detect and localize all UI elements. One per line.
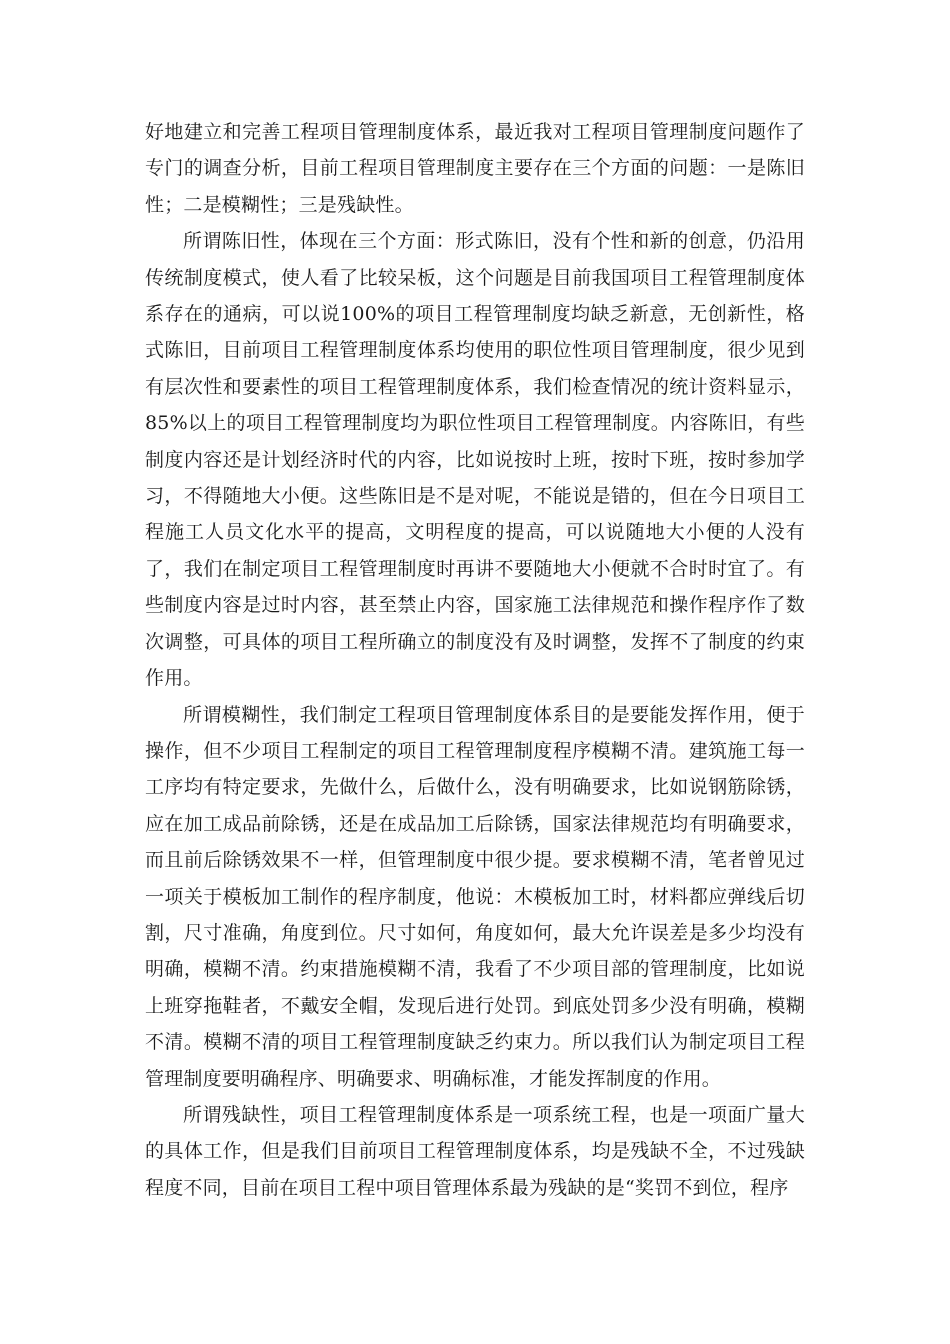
paragraph-incompleteness: 所谓残缺性，项目工程管理制度体系是一项系统工程，也是一项面广量大的具体工作，但是我们目前项目工程管理制度体系，均是残缺不全，不过残缺程度不同，目前在项目工程中项目管理体系最为残缺的是“奖罚不到位，程序	[145, 1103, 805, 1199]
document-body	[145, 114, 805, 1206]
paragraph-continuation: 好地建立和完善工程项目管理制度体系，最近我对工程项目管理制度问题作了专门的调查分析，目前工程项目管理制度主要存在三个方面的问题：一是陈旧性；二是模糊性；三是残缺性。	[145, 121, 805, 216]
paragraph-obsolescence: 所谓陈旧性，体现在三个方面：形式陈旧，没有个性和新的创意，仍沿用传统制度模式，使人看了比较呆板，这个问题是目前我国项目工程管理制度体系存在的通病，可以说100%的项目工程管理制度均缺乏新意，无创新性，格式陈旧，目前项目工程管理制度体系均使用的职位性项目管理制度，很少见到有层次性和要素性的项目工程管理制度体系，我们检查情况的统计资料显示，85%以上的项目工程管理制度均为职位性项目工程管理制度。内容陈旧，有些制度内容还是计划经济时代的内容，比如说按时上班，按时下班，按时参加学习，不得随地大小便。这些陈旧是不是对呢，不能说是错的，但在今日项目工程施工人员文化水平的提高，文明程度的提高，可以说随地大小便的人没有了，我们在制定项目工程管理制度时再讲不要随地大小便就不合时时宜了。有些制度内容是过时内容，甚至禁止内容，国家施工法律规范和操作程序作了数次调整，可具体的项目工程所确立的制度没有及时调整，发挥不了制度的约束作用。	[145, 230, 805, 690]
paragraph-ambiguity: 所谓模糊性，我们制定工程项目管理制度体系目的是要能发挥作用，便于操作，但不少项目工程制定的项目工程管理制度程序模糊不清。建筑施工每一工序均有特定要求，先做什么，后做什么，没有明确要求，比如说钢筋除锈，应在加工成品前除锈，还是在成品加工后除锈，国家法律规范均有明确要求，而且前后除锈效果不一样，但管理制度中很少提。要求模糊不清，笔者曾见过一项关于模板加工制作的程序制度，他说：木模板加工时，材料都应弹线后切割，尺寸准确，角度到位。尺寸如何，角度如何，最大允许误差是多少均没有明确，模糊不清。约束措施模糊不清，我看了不少项目部的管理制度，比如说上班穿拖鞋者，不戴安全帽，发现后进行处罚。到底处罚多少没有明确，模糊不清。模糊不清的项目工程管理制度缺乏约束力。所以我们认为制定项目工程管理制度要明确程序、明确要求、明确标准，才能发挥制度的作用。	[145, 703, 805, 1090]
